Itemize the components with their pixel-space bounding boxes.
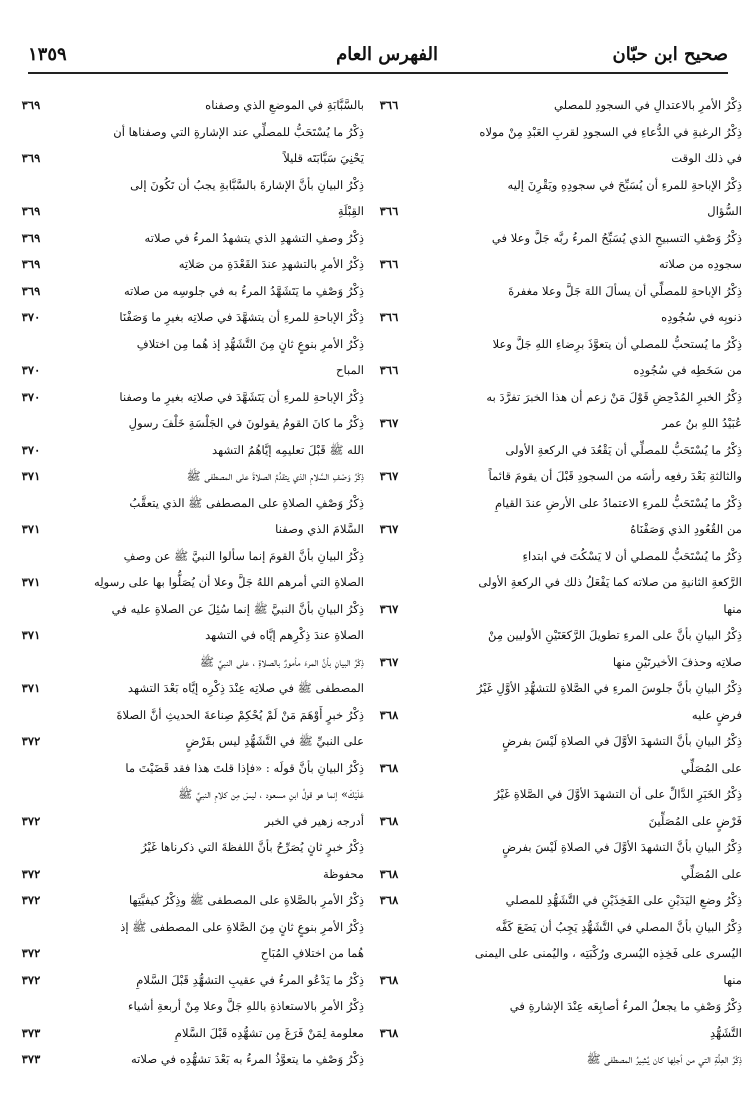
index-entry bbox=[366, 463, 742, 490]
index-entry-page: ٣٦٨ bbox=[379, 1025, 399, 1040]
index-entry bbox=[366, 516, 742, 543]
index-entry bbox=[366, 1020, 742, 1047]
index-entry-text: ذِكْرُ الأمرِ بالاعتدالِ في السجودِ للمصلي bbox=[553, 98, 742, 112]
index-entry-text: ذِكْرُ وَصْفِ ما يجعلُ المرءُ أصابِعَه عِنْدَ الإشارةِ في bbox=[509, 999, 742, 1013]
index-entry-text: ذِكْرُ ما يَدْعُو المرءُ في عقيبِ التشهُّدِ قَبْلَ السَّلامِ bbox=[136, 972, 364, 987]
index-entry-text: سجودِه من صلاته bbox=[658, 257, 742, 271]
index-entry-text: ذِكْرُ البيانِ بأنَّ النبيَّ ﷺ إنما سُئِلَ عن الصلاةِ عليه في bbox=[111, 601, 364, 616]
index-entry-text: ذِكْرُ الإباحةِ للمرءِ أن يَتَشَهَّدَ في صلاتِه بغيرِ ما وصفنا bbox=[119, 389, 364, 404]
index-entry-page: ٣٦٩ bbox=[21, 283, 41, 298]
index-entry bbox=[366, 728, 742, 755]
section-title: الفهرس العام bbox=[336, 44, 438, 65]
index-entry-text: الصلاةِ عندَ ذِكْرِهم إيَّاه في التشهد bbox=[205, 628, 364, 642]
index-entry bbox=[366, 781, 742, 808]
index-entry bbox=[366, 437, 742, 464]
index-entry-text: ذِكْرُ الخبرِ المُدْحِضِ قَوْلَ مَنْ زعم أن هذا الخبرَ تفرَّدَ به bbox=[486, 389, 742, 404]
index-entry-text: القِبْلَةِ bbox=[337, 204, 364, 218]
index-entry-page: ٣٦٦ bbox=[379, 310, 399, 324]
index-entry-page: ٣٦٩ bbox=[21, 230, 41, 245]
index-entry-page: ٣٦٧ bbox=[379, 601, 399, 616]
index-entry bbox=[8, 596, 364, 623]
index-entry bbox=[8, 490, 364, 517]
index-column-left bbox=[8, 92, 364, 1073]
index-entry-text: ذِكْرُ وَصْفِ ما يتعوَّذُ المرءُ به بَعْدَ تشهُّدِه في صلاته bbox=[130, 1052, 364, 1066]
index-entry bbox=[8, 543, 364, 570]
index-entry-page: ٣٦٦ bbox=[379, 98, 399, 112]
index-entry-page: ٣٧٢ bbox=[21, 813, 41, 828]
index-entry bbox=[366, 649, 742, 676]
index-entry-text: ذِكْرُ البيانِ بأنَّ على المرءِ تطويلَ الرَّكعَتَيْنِ الأوليين مِنْ bbox=[488, 628, 742, 642]
index-entry bbox=[8, 410, 364, 437]
index-entry-text: المصطفى ﷺ في صلاتِه عِنْدَ ذِكْرِه إيَّاه بَعْدَ التشهد bbox=[127, 681, 364, 695]
index-entry bbox=[366, 914, 742, 941]
index-entry-text: ذِكْرُ ما يُسْتَحَبُّ للمصلِّي أن يَقْعُدَ في الركعةِ الأولى bbox=[505, 442, 742, 457]
index-entry-text: ذِكْرُ ما يُسْتَحَبُّ للمصلِّي عند الإشارةِ التي وصفناها أن bbox=[113, 124, 364, 139]
index-entry-page: ٣٧١ bbox=[21, 522, 41, 536]
index-entry-page: ٣٦٨ bbox=[379, 813, 399, 828]
index-entry-text: صلاتِه وحذفَ الأخيرتَيْنِ منها bbox=[612, 654, 742, 669]
index-entry-text: ذِكْرُ الإباحةِ للمرءِ أن يُسَبِّحَ في سجودِهِ ويَقْرِنَ إليه bbox=[507, 177, 742, 192]
index-entry bbox=[366, 384, 742, 411]
index-entry bbox=[366, 251, 742, 278]
index-entry-page: ٣٧١ bbox=[21, 469, 41, 483]
index-entry-text: ذِكْرُ وضعِ اليَدَيْنِ على الفَخِذَيْنِ في التَّشَهُّدِ للمصلي bbox=[505, 893, 742, 907]
index-entry-text: ذِكْرُ الأمرِ بنوعٍ ثانٍ مِنَ التَّشَهُّدِ إذ هُما مِن اختلافِ bbox=[136, 336, 364, 351]
index-entry-text: الرَّكعةِ الثانيةِ من صلاته كما يَفْعَلُ ذلك في الركعةِ الأولى bbox=[478, 575, 742, 589]
index-entry-page: ٣٧٢ bbox=[21, 946, 41, 960]
index-entry-text: ذِكْرُ الإباحةِ للمصلِّي أن يسألَ اللهَ جَلَّ وعلا مغفرةَ bbox=[508, 283, 742, 298]
index-entry-text: أدرجه زهير في الخبر bbox=[264, 813, 364, 828]
index-entry bbox=[366, 490, 742, 517]
index-entry bbox=[8, 622, 364, 649]
index-entry-text: ذِكْرُ البيانِ بأنَّ الإشارةَ بالسَّبَّابةِ يجبُ أن تَكُونَ إلى bbox=[130, 177, 364, 192]
index-entry bbox=[8, 198, 364, 225]
index-entry bbox=[8, 1046, 364, 1073]
index-entry bbox=[366, 967, 742, 994]
index-entry-page: ٣٦٧ bbox=[379, 416, 399, 430]
index-entry bbox=[366, 198, 742, 225]
index-entry-page: ٣٧٣ bbox=[21, 1052, 41, 1066]
index-entry-page: ٣٦٧ bbox=[379, 469, 399, 483]
index-entry-page: ٣٧٢ bbox=[21, 972, 41, 987]
index-entry-page: ٣٧١ bbox=[21, 628, 41, 642]
index-entry bbox=[8, 92, 364, 119]
index-entry bbox=[366, 808, 742, 835]
index-entry-text: ذِكْرُ البيانِ بأنَّ التشهدَ الأوَّلَ في الصلاةِ لَيْسَ بفرضٍ bbox=[502, 840, 742, 854]
index-entry bbox=[8, 834, 364, 861]
index-entry bbox=[8, 914, 364, 941]
index-entry-page: ٣٦٨ bbox=[379, 760, 399, 775]
index-entry-text: ذنوبِه في سُجُودِه bbox=[661, 310, 742, 324]
index-entry bbox=[366, 993, 742, 1020]
index-entry-text: التَّشَهُّدِ bbox=[709, 1025, 742, 1040]
index-entry-text: هُما من اختلافِ المُبَاحِ bbox=[260, 946, 364, 960]
index-entry-text: الله ﷺ قَبْلَ تعليمِه إيَّاهُمُ التشهد bbox=[212, 442, 364, 457]
index-entry bbox=[366, 225, 742, 252]
index-entry-text: السُّؤال bbox=[707, 204, 742, 218]
index-entry-text: ذِكْرُ خبرٍ ثانٍ يُصَرِّحُ بأنَّ اللفظةَ التي ذكرناها غَيْرُ bbox=[141, 840, 364, 854]
index-entry bbox=[8, 781, 364, 808]
index-entry-text: ذِكْرُ ما كانَ القومُ يقولونَ في الجَلْسَةِ خَلْفَ رسولِ bbox=[128, 416, 364, 430]
index-entry bbox=[366, 357, 742, 384]
index-entry bbox=[8, 1020, 364, 1047]
index-entry bbox=[8, 225, 364, 252]
index-column-right bbox=[366, 92, 742, 1073]
index-entry bbox=[8, 437, 364, 464]
index-entry-page: ٣٦٨ bbox=[379, 866, 399, 881]
index-entry-page: ٣٦٨ bbox=[379, 893, 399, 907]
index-entry-page: ٣٦٩ bbox=[21, 204, 41, 218]
index-entry bbox=[366, 331, 742, 358]
index-entry-text: منها bbox=[723, 972, 742, 987]
page-header bbox=[28, 44, 728, 74]
index-entry-text: ذِكْرُ وَصْفِ ما يَتَشَهَّدُ المرءُ به في جلوسِه من صلاته bbox=[123, 283, 364, 298]
index-entry bbox=[8, 967, 364, 994]
index-entry-text: محفوظة bbox=[323, 866, 364, 881]
index-entry-text: منها bbox=[723, 601, 742, 616]
index-entry-text: يَحْنِيَ سَبَّابَتَه قليلاً bbox=[283, 151, 364, 165]
index-entry-text: الصلاةِ التي أمرهم اللهُ جَلَّ وعلا أن يُصَلُّوا بها على رسولِه bbox=[93, 575, 364, 589]
book-title: صحيح ابن حبّان bbox=[612, 44, 728, 65]
index-entry-text: على المُصَلِّي bbox=[680, 866, 742, 881]
index-entry-text: ذِكْرُ الأمرِ بالصَّلاةِ على المصطفى ﷺ وذِكْرُ كيفيَّتِها bbox=[128, 893, 364, 907]
index-entry-page: ٣٦٦ bbox=[379, 257, 399, 271]
index-entry bbox=[8, 145, 364, 172]
index-entry bbox=[8, 304, 364, 331]
index-entry-text: عُبَيْدُ اللهِ بنُ عمر bbox=[662, 416, 742, 430]
index-entry-text: ذِكْرُ خبرٍ أَوْهَمَ مَنْ لَمْ يُحْكِمْ صِناعةَ الحديثِ أنَّ الصلاةَ bbox=[116, 707, 364, 722]
index-entry-text: ذِكْرُ البيانِ بأنَّ المصلي في التَّشَهُّدِ يَجِبُ أن يَضَعَ كَفَّه bbox=[495, 919, 742, 934]
index-entry-page: ٣٧٠ bbox=[21, 389, 41, 404]
index-entry-text: عَلَيْكَ» إنما هو قولُ ابنِ مسعود ، ليسَ مِن كلامِ النبيِّ ﷺ bbox=[178, 787, 364, 801]
index-entry-text: ذِكْرُ البيانِ بأنَّ القومَ إنما سألوا النبيَّ ﷺ عن وصفِ bbox=[123, 548, 364, 563]
index-entry-text: فَرْضٍ على المُصَلِّينَ bbox=[648, 813, 742, 828]
index-entry-text: ذِكْرُ وَصْفِ الصلاةِ على المصطفى ﷺ الذي يتعقَّبُ bbox=[129, 495, 364, 510]
index-entry-page: ٣٧٠ bbox=[21, 442, 41, 457]
index-entry-page: ٣٦٩ bbox=[21, 257, 41, 271]
index-entry-page: ٣٧٠ bbox=[21, 310, 41, 324]
index-entry-page: ٣٦٧ bbox=[379, 654, 399, 669]
index-entry bbox=[366, 940, 742, 967]
index-entry-page: ٣٧٣ bbox=[21, 1025, 41, 1040]
index-entry bbox=[8, 808, 364, 835]
page-number: ١٣٥٩ bbox=[28, 44, 67, 65]
index-entry-page: ٣٦٨ bbox=[379, 707, 399, 722]
index-entry-page: ٣٦٦ bbox=[379, 204, 399, 218]
index-entry bbox=[366, 675, 742, 702]
index-entry bbox=[8, 278, 364, 305]
index-entry bbox=[366, 569, 742, 596]
index-entry bbox=[8, 702, 364, 729]
index-entry bbox=[366, 1046, 742, 1073]
index-entry-text: من القُعُودِ الذي وَصَفْنَاهُ bbox=[630, 522, 742, 536]
index-entry-text: من سَخَطِه في سُجُودِه bbox=[633, 363, 742, 377]
index-entry bbox=[366, 834, 742, 861]
index-entry-text: ذِكْرُ الأمرِ بالتشهدِ عندَ القَعْدَةِ من صَلاتِه bbox=[178, 257, 364, 271]
index-entry bbox=[366, 861, 742, 888]
index-entry bbox=[366, 543, 742, 570]
index-entry-text: والثالثةِ بَعْدَ رفعِه رأسَه من السجودِ قَبْلَ أن يقومَ قائماً bbox=[488, 469, 742, 483]
index-entry-text: ذِكْرُ وَصْفِ التسبيحِ الذي يُسَبِّحُ المرءُ ربَّه جَلَّ وعلا في bbox=[491, 230, 742, 245]
index-entry-page: ٣٧٠ bbox=[21, 363, 41, 377]
index-entry bbox=[366, 622, 742, 649]
index-entry bbox=[366, 304, 742, 331]
index-entry-text: ذِكْرُ البيانِ بأنَّ جلوسَ المرءِ في الصَّلاةِ للتشهُّدِ الأوَّلِ غَيْرُ bbox=[476, 681, 742, 695]
index-entry bbox=[8, 887, 364, 914]
index-entry-text: ذِكْرُ ما يُستحبُّ للمصلي أن يتعوَّذَ برِضاءِ اللهِ جَلَّ وعلا bbox=[492, 336, 742, 351]
index-entry bbox=[8, 119, 364, 146]
index-entry-page: ٣٧١ bbox=[21, 681, 41, 695]
index-entry-text: معلومة لِمَنْ فَرَغَ مِن تشهُّدِه قَبْلَ السَّلامِ bbox=[174, 1025, 364, 1040]
index-entry-text: ذِكْرُ البيانِ بأنَّ قولَه : «فإذا قلتَ هذا فقد قَضَيْتَ ما bbox=[125, 760, 364, 775]
index-entry bbox=[8, 569, 364, 596]
index-entry-page: ٣٧١ bbox=[21, 575, 41, 589]
index-entry bbox=[8, 172, 364, 199]
index-entry-text: على المُصَلِّي bbox=[680, 760, 742, 775]
index-entry-page: ٣٧٢ bbox=[21, 734, 41, 748]
index-entry-text: ذِكْرُ البيانِ بأنَّ التشهدَ الأوَّلَ في الصلاةِ لَيْسَ بفرضٍ bbox=[502, 734, 742, 748]
index-entry-text: ذِكْرُ البيانِ بأنَّ المرءَ مأمورٌ بالصلاةِ ، على النبيِّ ﷺ bbox=[200, 654, 364, 669]
index-entry-text: ذِكْرُ وصفِ التشهدِ الذي يتشهدُ المرءُ في صلاته bbox=[144, 230, 364, 245]
index-entry bbox=[366, 172, 742, 199]
index-entry-page: ٣٦٦ bbox=[379, 363, 399, 377]
index-entry-text: ذِكْرُ الأمرِ بالاستعاذةِ باللهِ جَلَّ وعلا مِنْ أربعةِ أشياء bbox=[128, 999, 364, 1013]
index-entry bbox=[366, 887, 742, 914]
index-entry bbox=[8, 384, 364, 411]
index-entry-text: فرضٍ عليه bbox=[691, 707, 742, 722]
index-entry-text: ذِكْرُ ما يُسْتَحَبُّ للمرءِ الاعتمادُ على الأرضِ عندَ القيامِ bbox=[494, 495, 742, 510]
index-entry bbox=[366, 145, 742, 172]
index-entry bbox=[366, 410, 742, 437]
header-rule bbox=[28, 72, 728, 74]
index-entry-text: ذِكْرُ العِلَّةِ التي من أجلِها كان يُشِيرُ المصطفى ﷺ bbox=[586, 1052, 742, 1066]
index-entry bbox=[8, 463, 364, 490]
index-entry-text: ذِكْرُ الأمرِ بنوعٍ ثانٍ مِنَ الصَّلاةِ على المصطفى ﷺ إذ bbox=[120, 919, 364, 934]
index-entry-text: في ذلك الوقت bbox=[671, 151, 742, 165]
index-entry-text: ذِكْرُ وَصْفِ السَّلامِ الذي يتقدَّمُ الصلاةَ على المصطفى ﷺ bbox=[186, 469, 364, 483]
index-entry bbox=[8, 861, 364, 888]
index-entry bbox=[366, 596, 742, 623]
index-entry bbox=[366, 92, 742, 119]
index-entry bbox=[8, 993, 364, 1020]
index-entry-page: ٣٦٧ bbox=[379, 522, 399, 536]
index-entry-text: اليُسرى على فَخِذِه اليُسرى ورُكْبَتِه ، واليُمنى على اليمنى bbox=[474, 946, 742, 960]
index-entry-text: على النبيِّ ﷺ في التَّشَهُّدِ ليس بفَرْضٍ bbox=[185, 734, 364, 748]
index-entry bbox=[8, 755, 364, 782]
index-entry bbox=[366, 278, 742, 305]
index-entry-text: بالسَّبَّابَةِ في الموضعِ الذي وصفناه bbox=[205, 98, 364, 112]
index-entry-text: ذِكْرُ الرغبةِ في الدُّعاءِ في السجودِ لقربِ العَبْدِ مِنْ مولاه bbox=[479, 124, 742, 139]
index-entry bbox=[8, 649, 364, 676]
index-entry bbox=[8, 516, 364, 543]
index-entry bbox=[366, 755, 742, 782]
index-entry bbox=[8, 357, 364, 384]
index-entry-text: ذِكْرُ الخَبَرِ الدَّالِّ على أن التشهدَ الأوَّلَ في الصَّلاةِ غَيْرُ bbox=[494, 787, 742, 801]
index-entry bbox=[366, 702, 742, 729]
index-entry-text: ذِكْرُ ما يُسْتَحَبُّ للمصلي أن لا يَسْكُتَ في ابتداءِ bbox=[522, 548, 742, 563]
index-entry-page: ٣٦٩ bbox=[21, 98, 41, 112]
index-entry-text: ذِكْرُ الإباحةِ للمرءِ أن يتشهَّدَ في صلاتِه بغيرِ ما وَصَفْنَا bbox=[119, 310, 364, 324]
index-entry bbox=[8, 675, 364, 702]
index-entry-page: ٣٧٢ bbox=[21, 893, 41, 907]
index-entry bbox=[366, 119, 742, 146]
index-entry bbox=[8, 940, 364, 967]
index-entry bbox=[8, 251, 364, 278]
index-entry-text: المباح bbox=[336, 363, 364, 377]
index-entry-page: ٣٧٢ bbox=[21, 866, 41, 881]
index-entry-page: ٣٦٩ bbox=[21, 151, 41, 165]
index-entry-text: السَّلامَ الذي وصفنا bbox=[275, 522, 364, 536]
index-entry-page: ٣٦٨ bbox=[379, 972, 399, 987]
index-entry bbox=[8, 728, 364, 755]
index-entry bbox=[8, 331, 364, 358]
